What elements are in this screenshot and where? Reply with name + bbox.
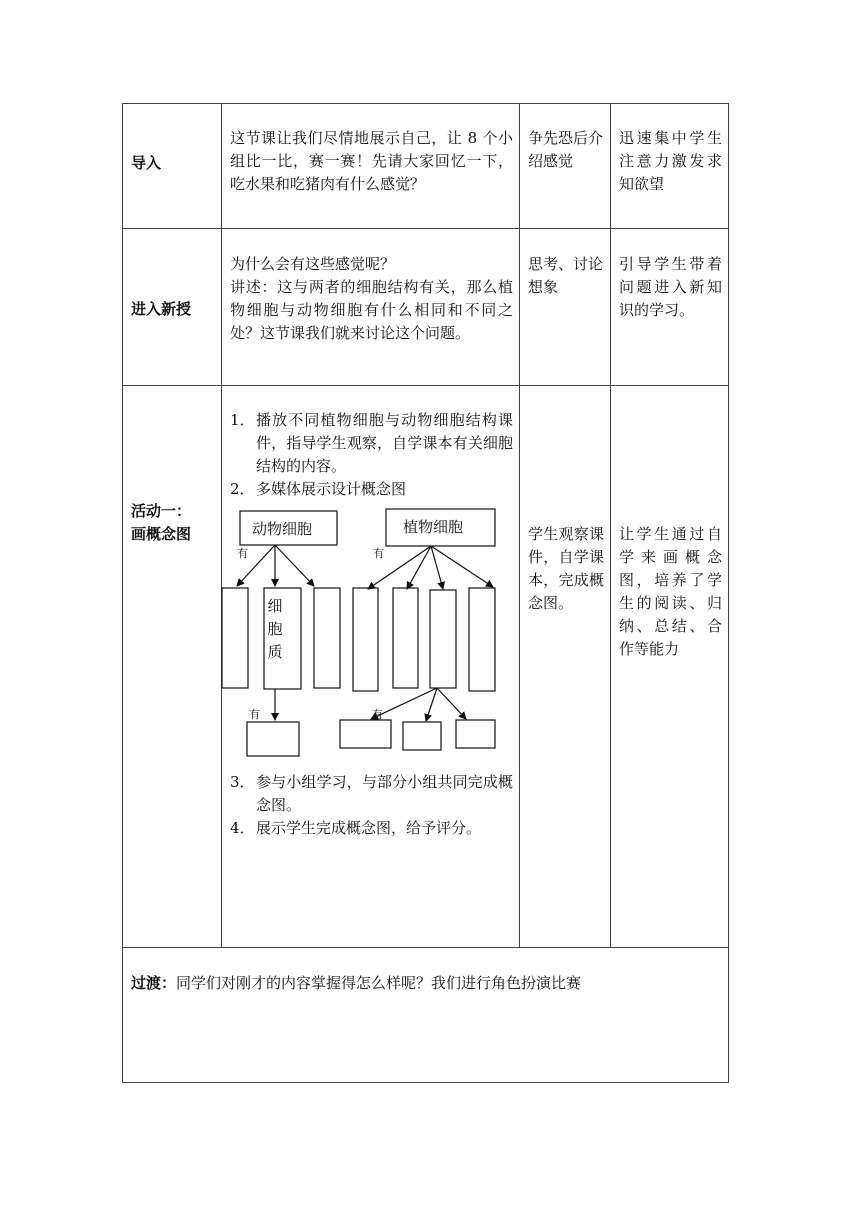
table-border-left xyxy=(122,103,123,1083)
concept-map-diagram xyxy=(221,505,511,765)
step-item: 4． 展示学生完成概念图，给予评分。 xyxy=(230,819,482,837)
row-content-new-lesson xyxy=(230,253,513,345)
content-line-explain: 讲述：这与两者的细胞结构有关，那么植物细胞与动物细胞有什么相同和不同之处？这节课我们就来讨论这个问题。 xyxy=(230,278,513,342)
row-divider-2 xyxy=(122,385,729,386)
table-border-right xyxy=(728,103,729,1083)
activity-label-line-1: 活动一： xyxy=(131,502,192,520)
col-divider-2 xyxy=(519,103,520,948)
animal-sub-box xyxy=(247,722,299,756)
plant-sub-box-2 xyxy=(403,722,441,750)
row-divider-3 xyxy=(122,947,729,948)
plant-sub-box-1 xyxy=(340,720,391,748)
row-content-intro: 这节课让我们尽情地展示自己，让 8 个小组比一比，赛一赛！先请大家回忆一下，吃水果和吃猪肉有什么感觉？ xyxy=(230,129,513,193)
has-label-animal: 有 xyxy=(237,547,248,560)
step-item: 1． 播放不同植物细胞与动物细胞结构课件，指导学生观察，自学课本有关细胞结构的内容。 xyxy=(230,411,513,475)
plant-child-box-3 xyxy=(430,590,456,688)
row-purpose-new-lesson: 引导学生带着问题进入新知识的学习。 xyxy=(619,255,722,319)
activity-label-line-2: 画概念图 xyxy=(131,525,192,543)
content-line-question: 为什么会有这些感觉呢？ xyxy=(230,255,396,273)
has-label-plant-sub: 有 xyxy=(372,708,383,721)
plant-child-box-1 xyxy=(353,588,378,691)
col-divider-3 xyxy=(610,103,611,948)
row-student-intro: 争先恐后介绍感觉 xyxy=(528,129,604,170)
row-divider-1 xyxy=(122,228,729,229)
transition-text: 同学们对刚才的内容掌握得怎么样呢？我们进行角色扮演比赛 xyxy=(176,974,582,992)
row-label-new-lesson: 进入新授 xyxy=(131,300,192,318)
cytoplasm-char-3: 质 xyxy=(267,643,283,661)
table-border-top xyxy=(122,103,729,104)
plant-child-box-4 xyxy=(469,588,495,691)
student-line-imagine: 想象 xyxy=(528,278,559,296)
animal-child-box-1 xyxy=(222,588,248,688)
transition-row xyxy=(131,972,721,995)
row-label-intro: 导入 xyxy=(131,154,162,172)
row-purpose-activity: 让学生通过自学来画概念图，培养了学生的阅读、归纳、总结、合作等能力 xyxy=(619,525,722,658)
cytoplasm-char-1: 细 xyxy=(267,597,283,615)
has-label-plant: 有 xyxy=(373,547,384,560)
row-student-new-lesson xyxy=(528,253,604,299)
student-line-discuss: 思考、讨论 xyxy=(528,255,604,273)
plant-cell-label: 植物细胞 xyxy=(403,518,464,536)
cytoplasm-char-2: 胞 xyxy=(267,620,283,638)
step-item: 3． 参与小组学习，与部分小组共同完成概念图。 xyxy=(230,773,513,814)
activity-steps-after xyxy=(230,771,513,840)
plant-child-box-2 xyxy=(393,588,418,688)
step-item: 2． 多媒体展示设计概念图 xyxy=(230,480,407,498)
row-student-activity: 学生观察课件，自学课本，完成概念图。 xyxy=(528,525,604,612)
animal-child-box-3 xyxy=(314,588,340,688)
row-purpose-intro: 迅速集中学生注意力激发求知欲望 xyxy=(619,129,722,193)
plant-sub-box-3 xyxy=(456,720,495,748)
has-label-cytoplasm: 有 xyxy=(249,708,260,721)
row-label-activity xyxy=(131,500,191,546)
activity-steps-before xyxy=(230,409,513,501)
transition-label: 过渡： xyxy=(131,974,177,992)
animal-cell-label: 动物细胞 xyxy=(252,520,313,538)
table-border-bottom xyxy=(122,1082,729,1083)
